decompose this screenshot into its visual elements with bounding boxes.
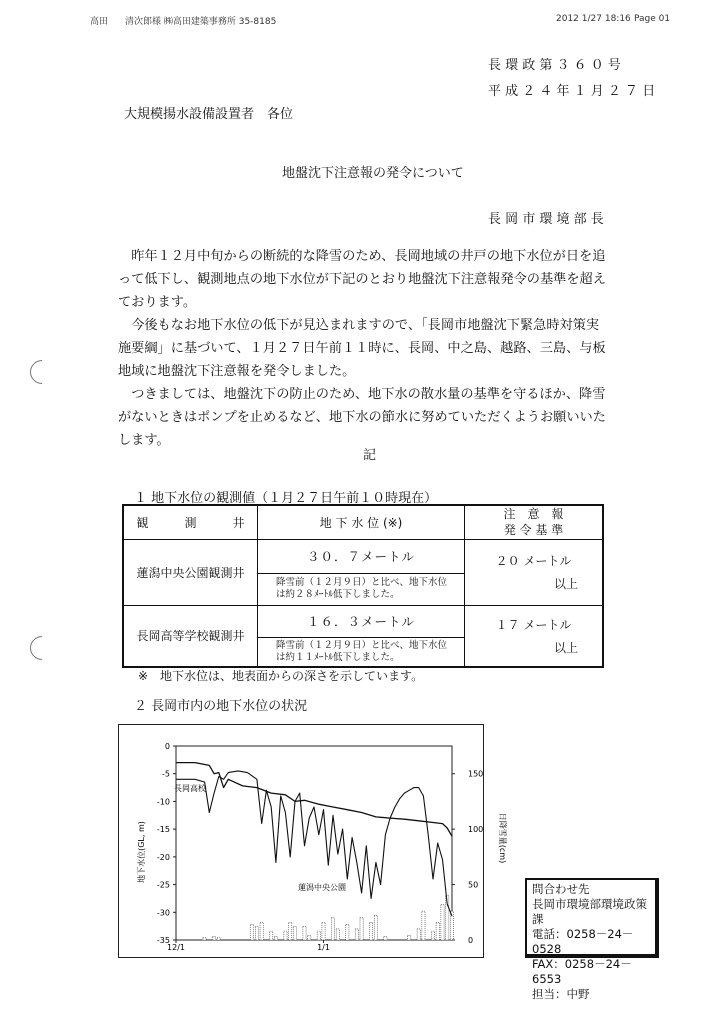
level-value: １６．３メートル xyxy=(258,605,465,637)
contact-box xyxy=(525,878,659,1001)
y-tick-label: -20 xyxy=(156,852,170,862)
well-name: 長岡高等学校観測井 xyxy=(123,605,258,667)
y2-tick-label: 50 xyxy=(468,880,479,890)
y-axis-label: 地下水位(GL, m) xyxy=(137,821,146,883)
snowfall-bar xyxy=(284,931,287,940)
table-row xyxy=(123,605,603,637)
observation-table xyxy=(122,504,604,668)
section2-title: ２ 長岡市内の地下水位の状況 xyxy=(134,699,308,714)
addressee: 大規模揚水設備設置者 各位 xyxy=(124,107,294,122)
level-note-line2: は約２８ﾒｰﾄﾙ低下しました。 xyxy=(276,589,400,600)
section1-title: １ 地下水位の観測値（１月２７日午前１０時現在） xyxy=(134,491,438,506)
header-level: 地 下 水 位 (※) xyxy=(258,505,465,539)
y-tick-label: -5 xyxy=(162,769,170,779)
document-number: 長 環 政 第 ３ ６ ０ 号 xyxy=(488,58,621,73)
annotation-hasugata-park: 蓮潟中央公園 xyxy=(298,883,346,892)
y2-tick-label: 100 xyxy=(468,825,484,835)
contact-dept: 長岡市環境部環境政策課 xyxy=(532,897,647,926)
y2-tick-label: 0 xyxy=(468,936,474,945)
header-alert-line2: 発 令 基 準 xyxy=(503,523,564,538)
ki-heading: 記 xyxy=(363,448,377,463)
y-tick-label: -25 xyxy=(156,880,170,890)
chart-svg xyxy=(118,724,507,958)
issuer: 長 岡 市 環 境 部 長 xyxy=(488,212,604,227)
snowfall-bar xyxy=(212,937,215,940)
binder-hole xyxy=(25,355,59,389)
groundwater-chart xyxy=(118,724,507,958)
threshold-value: ２０ メートル xyxy=(495,554,572,568)
snowfall-bar xyxy=(346,924,349,940)
threshold-cell xyxy=(465,605,603,667)
fax-header-place: 高田 xyxy=(90,17,109,27)
y-tick-label: -35 xyxy=(156,936,170,945)
threshold-suffix: 以上 xyxy=(553,577,578,591)
document-date: 平 成 ２ ４ 年 １ 月 ２ ７ 日 xyxy=(488,84,656,99)
annotation-nagaoka-high: 長岡高校 xyxy=(174,784,206,793)
y2-axis-label: 日降雪量(cm) xyxy=(498,812,507,864)
level-note xyxy=(258,637,465,667)
document-title: 地盤沈下注意報の発令について xyxy=(282,166,464,181)
y-tick-label: 0 xyxy=(164,742,170,751)
contact-tel: 電話：0258－24－0528 xyxy=(532,927,634,956)
snowfall-bar xyxy=(255,927,258,940)
x-tick-label: 1/1 xyxy=(317,943,330,952)
y-tick-label: -10 xyxy=(156,797,170,807)
x-tick-label: 12/1 xyxy=(167,943,185,952)
snowfall-bar xyxy=(408,936,411,940)
snowfall-bar xyxy=(355,929,358,940)
paragraph: つきましては、地盤沈下の防止のため、地下水の散水量の基準を守るほか、降雪がないときはポンプを止めるなど、地下水の節水に努めていただくようお願いいたします。 xyxy=(118,387,606,448)
paragraph: 昨年１２月中旬からの断続的な降雪のため、長岡地域の井戸の地下水位が日を追って低下し、観測地点の地下水位が下記のとおり地盤沈下注意報発令の基準を超えております。 xyxy=(118,249,606,310)
header-well: 観 測 井 xyxy=(123,505,258,539)
fax-header-sender: 清次郎様 ㈱高田建築事務所 35-8185 xyxy=(125,17,277,27)
header-alert-line1: 注 意 報 xyxy=(503,507,564,522)
contact-heading: 問合わせ先 xyxy=(532,882,590,896)
snowfall-bar xyxy=(270,931,273,940)
fax-header-date: 2012 1/27 18:16 xyxy=(556,14,631,24)
threshold-value: １７ メートル xyxy=(495,617,572,632)
level-note xyxy=(258,573,465,605)
body-text xyxy=(118,245,608,452)
snowfall-bar xyxy=(370,922,373,940)
snowfall-bar xyxy=(303,927,306,940)
table-header-row xyxy=(123,505,603,539)
table-row xyxy=(123,539,603,573)
snowfall-bar xyxy=(436,922,439,940)
well-name: 蓮潟中央公園観測井 xyxy=(123,539,258,605)
level-note-line1: 降雪前（１２月９日）と比べ、地下水位 xyxy=(276,639,448,651)
snowfall-bar xyxy=(331,918,334,940)
level-note-line2: は約１１ﾒｰﾄﾙ低下しました。 xyxy=(276,651,400,663)
snowfall-bar xyxy=(274,937,277,940)
y-tick-label: -15 xyxy=(156,825,170,835)
snowfall-bar xyxy=(293,927,296,940)
level-value: ３０．７メートル xyxy=(258,539,465,573)
contact-fax: FAX：0258－24－6553 xyxy=(532,957,632,986)
y2-tick-label: 150 xyxy=(468,769,484,779)
snowfall-bar xyxy=(336,929,339,940)
footnote: ※ 地下水位は、地表面からの深さを示しています。 xyxy=(138,669,424,683)
snowfall-bar xyxy=(203,938,206,940)
threshold-cell xyxy=(465,539,603,605)
snowfall-bar xyxy=(360,918,363,940)
plot-area xyxy=(176,746,452,940)
paragraph: 今後もなお地下水位の低下が見込まれますので、「長岡市地盤沈下緊急時対策実施要綱」に基づいて、１月２７日午前１１時に、長岡、中之島、越路、三島、与板地域に地盤沈下注意報を発令しました。 xyxy=(118,318,606,379)
header-alert xyxy=(465,505,603,539)
threshold-suffix: 以上 xyxy=(553,640,578,655)
contact-person: 担当：中野 xyxy=(532,987,590,1001)
snowfall-bar xyxy=(431,931,434,940)
snowfall-bar xyxy=(317,931,320,940)
snowfall-bar xyxy=(422,911,425,940)
snowfall-bar xyxy=(217,938,220,940)
snowfall-bar xyxy=(289,922,292,940)
snowfall-bar xyxy=(374,916,377,940)
snowfall-bar xyxy=(260,922,263,940)
series-nagaoka-high-line xyxy=(176,763,452,837)
level-note-line1: 降雪前（１２月９日）と比べ、地下水位 xyxy=(276,577,448,588)
snowfall-bar xyxy=(251,924,254,940)
snowfall-bar xyxy=(308,936,311,940)
snowfall-bar xyxy=(441,905,444,940)
snowfall-bar xyxy=(417,929,420,940)
y-tick-label: -30 xyxy=(156,908,170,918)
series-hasugata-park-line xyxy=(176,771,452,916)
fax-header-page: Page 01 xyxy=(634,14,671,24)
binder-hole xyxy=(25,631,59,665)
snowfall-bar xyxy=(322,922,325,940)
snowfall-bar xyxy=(384,937,387,940)
